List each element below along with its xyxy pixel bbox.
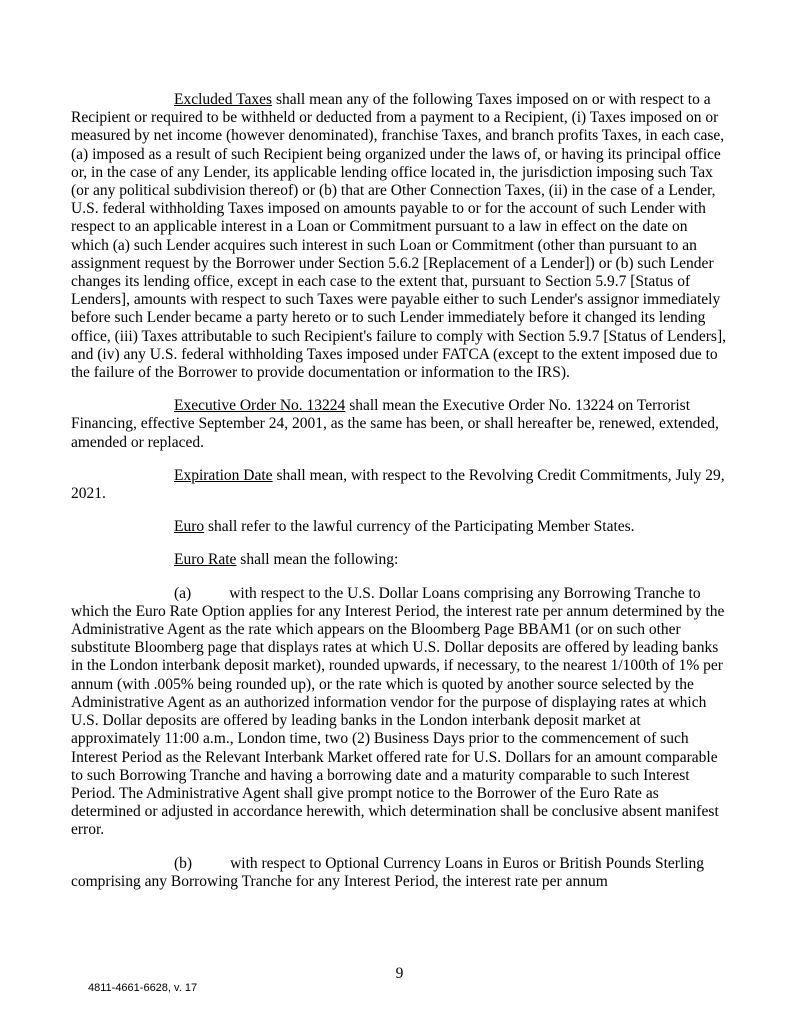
definition-text-excluded-taxes: shall mean any of the following Taxes imposed on or with respect to a Recipient or required to be withheld or deducted from a payment to a Recipient, (i) Taxes imposed on or measured by net income (however denominated), franchise Taxes, and branch profits Taxes, in each case, (a) imposed as a result of such Recipient being organized under the laws of, or having its principal office or, in the case of any Lender, its applicable lending office located in, the jurisdiction imposing such Tax (or any political subdivision thereof) or (b) that are Other Connection Taxes, (ii) in the case of a Lender, U.S. federal withholding Taxes imposed on amounts payable to or for the account of such Lender with respect to an applicable interest in a Loan or Commitment pursuant to a law in effect on the date on which (a) such Lender acquires such interest in such Loan or Commitment (other than pursuant to an assignment request by the Borrower under Section 5.6.2 [Replacement of a Lender]) or (b) such Lender changes its lending office, except in each case to the extent that, pursuant to Section 5.9.7 [Status of Lenders], amounts with respect to such Taxes were payable either to such Lender's assignor immediately before such Lender became a party hereto or to such Lender immediately before it changed its lending office, (iii) Taxes attributable to such Recipient's failure to comply with Section 5.9.7 [Status of Lenders], and (iv) any U.S. federal withholding Taxes imposed under FATCA (except to the extent imposed due to the failure of the Borrower to provide documentation or information to the IRS).: [71, 91, 726, 382]
euro-rate-clause-a: [71, 585, 727, 840]
document-body: [71, 91, 727, 891]
definition-text-euro: shall refer to the lawful currency of the Participating Member States.: [204, 518, 635, 536]
definition-expiration-date: [71, 467, 727, 503]
document-id: 4811-4661-6628, v. 17: [88, 982, 198, 994]
definition-excluded-taxes: [71, 91, 727, 382]
clause-b-label: (b): [174, 854, 193, 872]
definition-text-executive-order-13224: shall mean the Executive Order No. 13224 on Terrorist Financing, effective September 24, 2001, as the same has been, or shall hereafter be, renewed, extended, amended or replaced.: [71, 397, 719, 451]
defined-term-euro: Euro: [174, 518, 205, 536]
defined-term-executive-order-13224: Executive Order No. 13224: [174, 397, 346, 415]
clause-a-label: (a): [174, 584, 192, 602]
definition-text-euro-rate: shall mean the following:: [236, 551, 399, 569]
defined-term-euro-rate: Euro Rate: [174, 551, 237, 569]
definition-text-expiration-date: shall mean, with respect to the Revolving Credit Commitments, July 29, 2021.: [71, 466, 725, 503]
clause-a-text: with respect to the U.S. Dollar Loans comprising any Borrowing Tranche to which the Euro Rate Option applies for any Interest Period, the interest rate per annum determined by the Administrative Agent as the rate which appears on the Bloomberg Page BBAM1 (or on such other substitute Bloomberg page that displays rates at which U.S. Dollar deposits are offered by leading banks in the London interbank deposit market), rounded upwards, if necessary, to the nearest 1/100th of 1% per annum (with .005% being rounded up), or the rate which is quoted by another source selected by the Administrative Agent as an authorized information vendor for the purpose of displaying rates at which U.S. Dollar deposits are offered by leading banks in the London interbank deposit market at approximately 11:00 a.m., London time, two (2) Business Days prior to the commencement of such Interest Period as the Relevant Interbank Market offered rate for U.S. Dollars for an amount comparable to such Borrowing Tranche and having a borrowing date and a maturity comparable to such Interest Period. The Administrative Agent shall give prompt notice to the Borrower of the Euro Rate as determined or adjusted in accordance herewith, which determination shall be conclusive absent manifest error.: [71, 584, 725, 839]
definition-euro-rate: [71, 551, 727, 569]
euro-rate-clause-b: [71, 855, 727, 891]
defined-term-expiration-date: Expiration Date: [174, 466, 273, 484]
clause-b-text: with respect to Optional Currency Loans in Euros or British Pounds Sterling comprising any Borrowing Tranche for any Interest Period, the interest rate per annum: [71, 854, 705, 890]
definition-euro: [71, 518, 727, 536]
defined-term-excluded-taxes: Excluded Taxes: [174, 91, 273, 108]
definition-executive-order-13224: [71, 397, 727, 452]
page-number: 9: [395, 965, 404, 982]
